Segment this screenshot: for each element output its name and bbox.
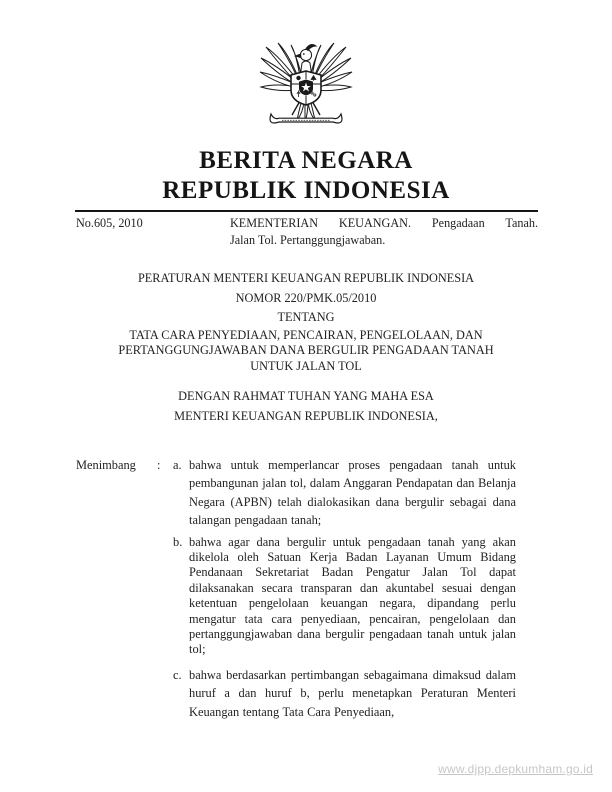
regulation-tentang: TENTANG: [277, 310, 335, 325]
invocation-line: DENGAN RAHMAT TUHAN YANG MAHA ESA: [178, 389, 434, 403]
item-c-marker: c.: [173, 667, 182, 682]
considerations-colon: :: [157, 458, 161, 472]
regulation-subject-line3: UNTUK JALAN TOL: [250, 358, 362, 373]
considerations-clause: [76, 456, 540, 721]
masthead-divider-rule: [75, 210, 538, 212]
gazette-subject-line2: Jalan Tol. Pertanggungjawaban.: [230, 233, 386, 247]
item-a-text: bahwa untuk memperlancar proses pengadaan tanah untuk pembangunan jalan tol, dalam Anggaran Pendapatan dan Belanja Negara (APBN) telah dialokasikan dana bergulir sebagai dana talangan pengadaan tanah;: [189, 458, 516, 528]
masthead-line1: BERITA NEGARA: [199, 147, 413, 174]
consideration-item-a: [173, 456, 516, 530]
regulation-title-line1: PERATURAN MENTERI KEUANGAN REPUBLIK INDONESIA: [137, 271, 475, 285]
masthead-line2: REPUBLIK INDONESIA: [162, 177, 450, 204]
considerations-label: Menimbang: [76, 458, 136, 472]
regulation-number: NOMOR 220/PMK.05/2010: [235, 290, 377, 305]
garuda-pancasila-emblem-icon: [256, 34, 356, 136]
item-b-marker: b.: [173, 534, 183, 549]
item-b-text: bahwa agar dana bergulir untuk pengadaan tanah yang akan dikelola oleh Satuan Kerja Badan Layanan Umum Bidang Pendanaan Sekretariat Badan Pengatur Jalan Tol dapat dilaksanakan secara transparan dan akuntabel sesuai dengan ketentuan pengelolaan keuangan negara, dipandang perlu mengatur tata cara penyediaan, pencairan, pengelolaan dan pertanggungjawaban dana bergulir pengadaan tanah untuk jalan tol;: [189, 534, 516, 657]
masthead: [0, 146, 612, 206]
watermark-url: www.djpp.depkumham.go.id: [438, 762, 593, 776]
regulation-subject-line1: TATA CARA PENYEDIAAN, PENCAIRAN, PENGELOLAAN, DAN: [129, 327, 483, 342]
regulation-title-block: [56, 269, 556, 375]
item-c-text: bahwa berdasarkan pertimbangan sebagaimana dimaksud dalam huruf a dan huruf b, perlu menetapkan Peraturan Menteri Keuangan tentang Tata Cara Penyediaan,: [189, 667, 516, 719]
regulation-subject-line2: PERTANGGUNGJAWABAN DANA BERGULIR PENGADAAN TANAH: [118, 343, 494, 358]
gazette-header-row: [76, 215, 538, 249]
issue-number: No.605, 2010: [76, 216, 143, 230]
consideration-item-b: [173, 535, 516, 658]
gazette-subject: [230, 215, 538, 249]
item-a-marker: a.: [173, 458, 182, 472]
consideration-item-c: [173, 666, 516, 721]
considerations-items: [173, 456, 516, 721]
gazette-subject-line1: KEMENTERIAN KEUANGAN. Pengadaan Tanah.: [230, 216, 538, 230]
authority-line: MENTERI KEUANGAN REPUBLIK INDONESIA,: [174, 409, 438, 423]
garuda-pancasila-icon: [256, 34, 356, 136]
